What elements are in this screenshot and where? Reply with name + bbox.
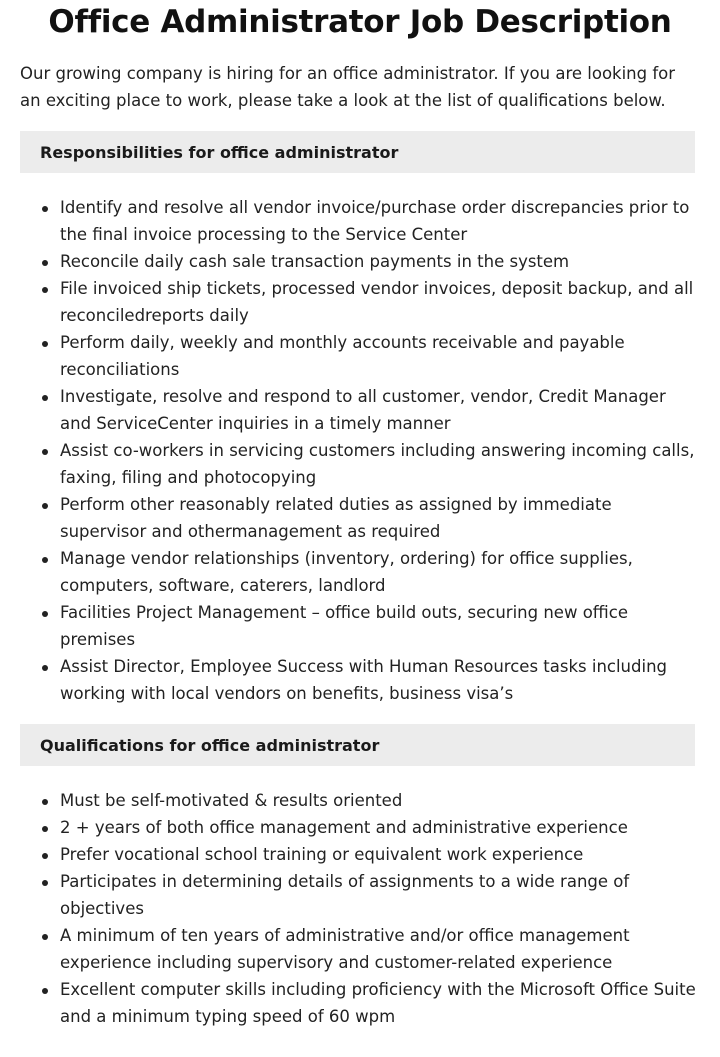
list-item: Prefer vocational school training or equivalent work experience: [0, 841, 720, 868]
list-item: A minimum of ten years of administrative and/or office management experience including supervisory and customer-related experience: [0, 922, 720, 976]
list-item: Investigate, resolve and respond to all customer, vendor, Credit Manager and ServiceCenter inquiries in a timely manner: [0, 383, 720, 437]
list-item: Excellent computer skills including proficiency with the Microsoft Office Suite and a minimum typing speed of 60 wpm: [0, 976, 720, 1030]
list-item: Manage vendor relationships (inventory, ordering) for office supplies, computers, software, caterers, landlord: [0, 545, 720, 599]
page-title: Office Administrator Job Description: [48, 4, 672, 40]
list-item: Reconcile daily cash sale transaction payments in the system: [0, 248, 720, 275]
list-item: File invoiced ship tickets, processed vendor invoices, deposit backup, and all reconciledreports daily: [0, 275, 720, 329]
list-item: 2 + years of both office management and administrative experience: [0, 814, 720, 841]
list-item: Assist Director, Employee Success with Human Resources tasks including working with local vendors on benefits, business visa’s: [0, 653, 720, 707]
responsibilities-list: [0, 194, 720, 707]
list-item: Assist co-workers in servicing customers including answering incoming calls, faxing, filing and photocopying: [0, 437, 720, 491]
list-item: Identify and resolve all vendor invoice/purchase order discrepancies prior to the final invoice processing to the Service Center: [0, 194, 720, 248]
list-item: Perform daily, weekly and monthly accounts receivable and payable reconciliations: [0, 329, 720, 383]
list-item: Facilities Project Management – office build outs, securing new office premises: [0, 599, 720, 653]
list-item: Must be self-motivated & results oriented: [0, 787, 720, 814]
qualifications-header: Qualifications for office administrator: [20, 724, 695, 766]
intro-paragraph: Our growing company is hiring for an office administrator. If you are looking for an exciting place to work, please take a look at the list of qualifications below.: [20, 64, 676, 110]
responsibilities-header: Responsibilities for office administrator: [20, 131, 695, 173]
qualifications-list: [0, 787, 720, 1030]
list-item: Participates in determining details of assignments to a wide range of objectives: [0, 868, 720, 922]
list-item: Perform other reasonably related duties as assigned by immediate supervisor and othermanagement as required: [0, 491, 720, 545]
